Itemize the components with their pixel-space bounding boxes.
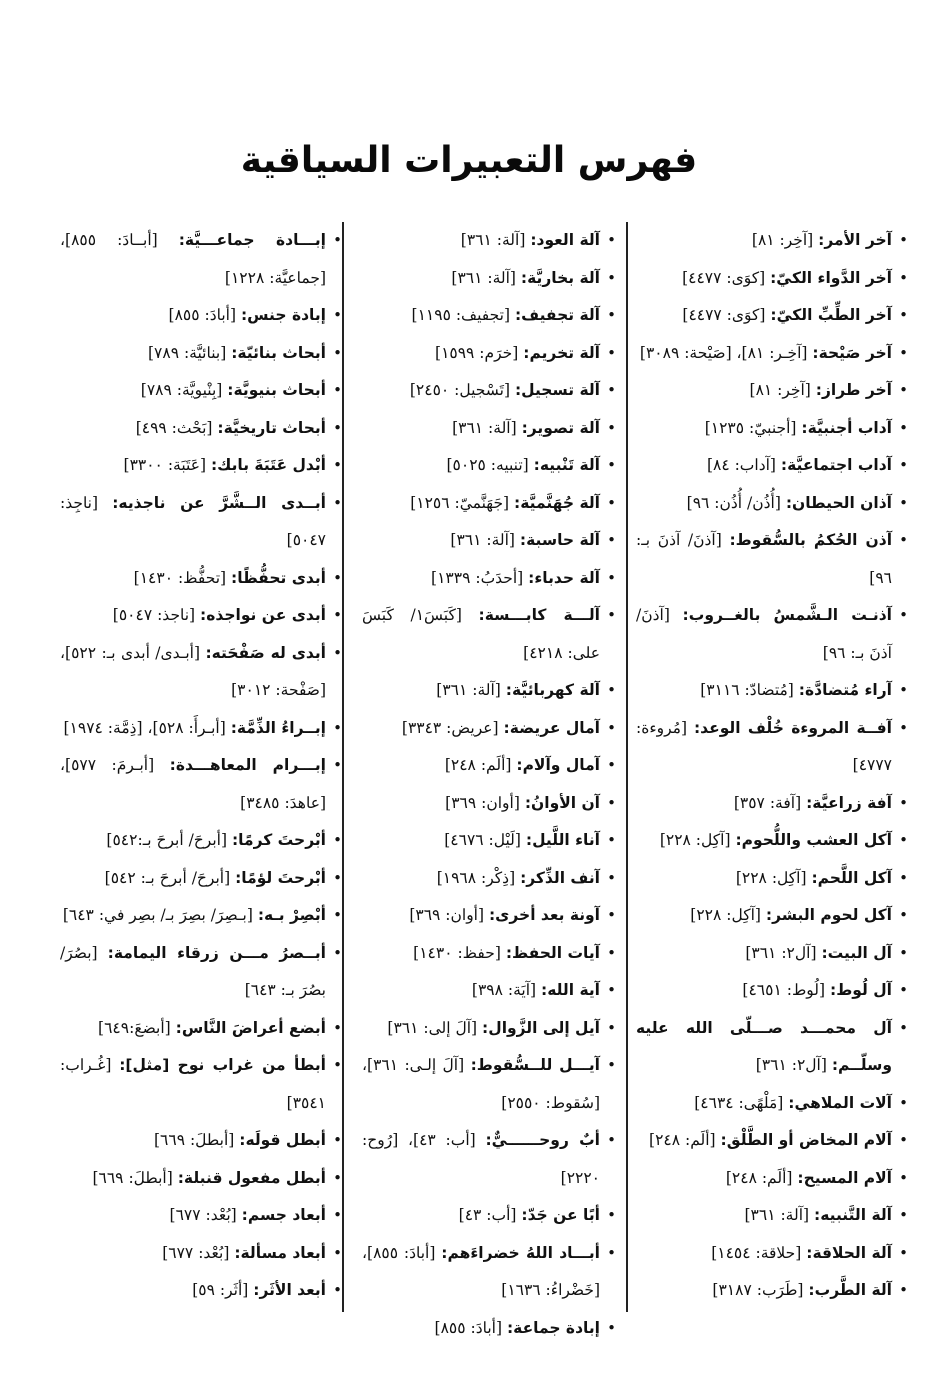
entry-term: أبطأ من غراب نوح [مثل]:	[119, 1056, 326, 1074]
index-entry	[636, 597, 908, 672]
entry-term: آلة تجفيف:	[514, 306, 600, 324]
entry-reference: [مَلْهًى: ٤٦٣٤]	[694, 1093, 784, 1112]
entry-term: آلة كهربائيَّة:	[505, 681, 600, 699]
entry-reference: [أبطلَ: ٦٦٩]	[153, 1131, 235, 1149]
entry-term: آخر الدَّواء الكيّ:	[770, 268, 892, 287]
entry-reference: [تجفيف: ١١٩٥]	[411, 306, 510, 324]
entry-term: آكل اللَّحم:	[811, 868, 892, 887]
entry-reference: [ألَم: ٢٤٨]	[444, 756, 512, 774]
entry-reference: [آلة: ٣٦١]	[460, 231, 526, 249]
index-entry	[60, 1235, 342, 1273]
entry-reference: [أبضعَ:٦٤٩]	[98, 1018, 171, 1037]
index-entry	[636, 1122, 908, 1160]
index-entry	[60, 1010, 342, 1048]
entry-reference: [آخِر: ٨١]	[749, 381, 811, 399]
index-entry	[60, 335, 342, 373]
entry-reference: [بُعْد: ٦٧٧]	[162, 1243, 230, 1262]
entry-term: آفة زراعيَّة:	[806, 793, 892, 812]
entry-term: آيـــل للــسُّقوط:	[470, 1056, 600, 1074]
index-entry	[636, 1085, 908, 1123]
index-entry	[636, 822, 908, 860]
index-entry	[362, 260, 616, 298]
index-column-2	[362, 222, 616, 1337]
entry-term: أبدى له صَفْحَته:	[205, 643, 326, 662]
index-entry	[636, 410, 908, 448]
entry-term: أبحاث بنيويَّة:	[227, 381, 326, 399]
entry-term: آلة بخاريَّة:	[520, 268, 600, 287]
entry-reference: [آداب: ٨٤]	[706, 456, 776, 474]
entry-term: آمال وآلام:	[516, 756, 600, 774]
entry-term: آفــة المروءة خُلْف الوعد:	[693, 718, 892, 737]
entry-term: أبعد الأثَر:	[253, 1281, 326, 1299]
entry-term: أبعاد مسألة:	[234, 1243, 326, 1262]
index-entry	[636, 1235, 908, 1273]
entry-term: آل محمـــد صـــلّى الله عليه وسلّــم:	[636, 1018, 892, 1074]
entry-reference: [آكِل: ٢٢٨]	[690, 906, 761, 924]
index-entry	[636, 1010, 908, 1085]
entry-reference: [تَسْجيل: ٢٤٥٠]	[409, 381, 510, 399]
index-entry	[362, 710, 616, 748]
entry-term: آخر الطِّبِّ الكيّ:	[770, 306, 892, 324]
index-entry	[60, 410, 342, 448]
index-entry	[60, 635, 342, 710]
index-entry	[60, 1160, 342, 1198]
entry-term: آناء اللَّيل:	[525, 831, 600, 849]
entry-reference: [كَبَسَ١/ كَبَسَ على: ٤٢١٨]	[362, 606, 600, 662]
index-entry	[636, 447, 908, 485]
entry-reference: [أبـرمَ: ٥٧٧]، [عاهدَ: ٣٤٨٥]	[60, 756, 326, 812]
entry-term: آلـــة كابـــسة:	[478, 606, 600, 624]
entry-reference: [بَحْث: ٤٩٩]	[135, 418, 213, 437]
index-entry	[362, 1122, 616, 1197]
index-entry	[362, 522, 616, 560]
index-entry	[636, 522, 908, 597]
index-entry	[362, 410, 616, 448]
index-column-3	[60, 222, 342, 1312]
index-entry	[60, 485, 342, 560]
entry-reference: [ناجِذ: ٥٠٤٧]	[60, 493, 326, 549]
index-entry	[362, 1010, 616, 1048]
entry-reference: [طَرَب: ٣١٨٧]	[712, 1281, 804, 1299]
index-entry	[362, 297, 616, 335]
entry-term: إبادة جنس:	[240, 306, 326, 324]
entry-reference: [آخِر: ٨١]	[751, 231, 814, 249]
entry-reference: [حلاقة: ١٤٥٤]	[711, 1243, 802, 1262]
entry-term: آلة تصوير:	[521, 418, 600, 437]
entry-reference: [أبادَ: ٨٥٥]، [خَضْراءُ: ١٦٣٦]	[362, 1243, 600, 1299]
index-columns	[60, 222, 908, 1337]
entry-term: آلة تسجيل:	[514, 381, 600, 399]
index-entry	[636, 297, 908, 335]
entry-term: آن الأوانُ:	[524, 793, 600, 812]
index-entry	[60, 935, 342, 1010]
entry-reference: [عَتَبَة: ٣٣٠٠]	[123, 456, 206, 474]
entry-reference: [آلَ إلى: ٣٦١]	[387, 1018, 478, 1037]
entry-reference: [غُـراب: ٣٥٤١]	[60, 1056, 326, 1112]
index-entry	[60, 222, 342, 297]
entry-term: آلة حاسبة:	[519, 531, 600, 549]
index-entry	[60, 897, 342, 935]
index-entry	[60, 1122, 342, 1160]
entry-term: آلات الملاهي:	[788, 1093, 892, 1112]
entry-reference: [آل٢: ٣٦١]	[745, 943, 817, 962]
entry-term: أبْرحتَ كرمًا:	[231, 831, 326, 849]
entry-reference: [أوان: ٣٦٩]	[409, 906, 485, 924]
entry-term: أبضع أعراضَ النَّاس:	[175, 1018, 326, 1037]
entry-reference: [أثَر: ٥٩]	[192, 1281, 249, 1299]
entry-term: آل البيت:	[821, 943, 892, 962]
index-entry	[362, 560, 616, 598]
index-entry	[636, 372, 908, 410]
entry-reference: [مُتضادّ: ٣١١٦]	[700, 681, 794, 699]
index-entry	[636, 972, 908, 1010]
entry-reference: [أُذُن/ أُذُن: ٩٦]	[686, 493, 781, 512]
index-entry	[362, 222, 616, 260]
index-entry	[60, 1047, 342, 1122]
entry-term: أبحاث بنائيّة:	[231, 343, 326, 362]
entry-term: آلة الطَّرب:	[808, 1281, 892, 1299]
entry-reference: [أب: ٤٣]	[458, 1206, 517, 1224]
index-entry	[636, 860, 908, 898]
entry-reference: [آلة: ٣٦١]	[451, 268, 516, 287]
entry-reference: [بـصِرَ/ بصِرَ بـ/ بصِر في: ٦٤٣]	[62, 906, 253, 924]
entry-reference: [آذنَ/ آذنَ بـ: ٩٦]	[636, 606, 892, 662]
entry-term: آداب أجنبيَّة:	[801, 418, 892, 437]
index-entry	[636, 1160, 908, 1198]
entry-term: إبــراءُ الذِّمَّة:	[230, 718, 326, 737]
entry-reference: [أوان: ٣٦٩]	[445, 793, 520, 812]
entry-reference: [بصُرَ/ بصُرَ بـ: ٦٤٣]	[60, 943, 326, 999]
entry-term: أبْدل عَتَبَةَ بابك:	[210, 456, 326, 474]
entry-reference: [آل٢: ٣٦١]	[755, 1056, 827, 1074]
entry-reference: [ناجذ: ٥٠٤٧]	[112, 606, 196, 624]
entry-reference: [أبـرأَ: ٥٢٨]، [ذِمَّة: ١٩٧٤]	[63, 718, 226, 737]
index-entry	[60, 747, 342, 822]
entry-reference: [أجنبيّ: ١٢٣٥]	[704, 418, 797, 437]
index-entry	[636, 710, 908, 785]
entry-reference: [بِنْيويَّة: ٧٨٩]	[140, 381, 223, 399]
index-entry	[60, 710, 342, 748]
entry-reference: [حفظ: ١٤٣٠]	[413, 943, 501, 962]
entry-term: آلة تخريم:	[523, 343, 600, 362]
entry-term: آلام المسيح:	[797, 1168, 892, 1187]
entry-reference: [ألَم: ٢٤٨]	[649, 1131, 716, 1149]
entry-term: أبطل مفعول قنبلة:	[177, 1168, 326, 1187]
entry-term: آلة حدباء:	[528, 568, 600, 587]
entry-term: آراء مُتضادَّة:	[798, 681, 892, 699]
entry-term: آلة الحلاقة:	[806, 1243, 892, 1262]
entry-term: إبادة جماعة:	[506, 1318, 600, 1337]
index-entry	[60, 372, 342, 410]
entry-term: آل لُوط:	[830, 981, 892, 999]
entry-reference: [آذنَ/ آذنَ بـ: ٩٦]	[636, 531, 892, 587]
entry-term: آذان الحيطان:	[785, 493, 892, 512]
entry-term: أبطل قولَه:	[239, 1131, 326, 1149]
entry-reference: [أبـدى/ أبدى بـ: ٥٢٢]، [صَفْحة: ٣٠١٢]	[60, 643, 326, 699]
entry-term: آخر طراز:	[815, 381, 892, 399]
index-entry	[60, 1272, 342, 1310]
entry-reference: [آيَة: ٣٩٨]	[471, 981, 537, 999]
entry-reference: [آفة: ٣٥٧]	[733, 793, 802, 812]
entry-term: أبــصرُ مـــن زرقاء اليمامة:	[107, 943, 326, 962]
entry-term: آية الله:	[541, 981, 600, 999]
entry-term: آمال عريضة:	[503, 718, 600, 737]
entry-reference: [لُوط: ٤٦٥١]	[742, 981, 826, 999]
entry-reference: [آلَ إلـى: ٣٦١]، [سُقوط: ٢٥٥٠]	[362, 1056, 600, 1112]
entry-term: أبًا عن جَدّ:	[521, 1206, 600, 1224]
entry-reference: [لَيْل: ٤٦٧٦]	[444, 831, 521, 849]
entry-reference: [ألَم: ٢٤٨]	[725, 1168, 793, 1187]
index-entry	[362, 485, 616, 523]
index-column-1	[636, 222, 908, 1312]
entry-reference: [بنائيَّة: ٧٨٩]	[147, 343, 227, 362]
index-entry	[636, 785, 908, 823]
index-entry	[362, 335, 616, 373]
entry-reference: [أبطلَ: ٦٦٩]	[92, 1168, 173, 1187]
entry-reference: [أب: ٤٣]، [رُوح: ٢٢٢٠]	[362, 1131, 600, 1187]
index-entry	[636, 897, 908, 935]
entry-reference: [آخِـر: ٨١]، [صَيْحة: ٣٠٨٩]	[639, 343, 808, 362]
entry-reference: [آكِل: ٢٢٨]	[735, 868, 807, 887]
entry-term: آداب اجتماعيَّة:	[780, 456, 892, 474]
index-entry	[60, 560, 342, 598]
entry-term: أبعاد جسم:	[241, 1206, 326, 1224]
entry-reference: [عريض: ٣٣٤٣]	[401, 718, 499, 737]
entry-term: أبدى عن نواجذه:	[200, 606, 326, 624]
entry-term: آكل العشب واللُّحوم:	[735, 831, 892, 849]
entry-term: آلام المخاض أو الطَّلْق:	[720, 1131, 892, 1149]
entry-reference: [آلة: ٣٦١]	[452, 418, 517, 437]
entry-reference: [آلة: ٣٦١]	[436, 681, 501, 699]
entry-reference: [أحدَبُ: ١٣٣٩]	[431, 568, 524, 587]
entry-term: آونة بعد أخرى:	[488, 906, 600, 924]
entry-reference: [مُروءة: ٤٧٧٧]	[636, 718, 892, 774]
index-entry	[636, 935, 908, 973]
entry-term: إبـــادة جماعـــيَّة:	[178, 231, 326, 249]
entry-reference: [كوَى: ٤٤٧٧]	[682, 268, 766, 287]
index-entry	[636, 335, 908, 373]
entry-reference: [تحفُّظ: ١٤٣٠]	[133, 568, 227, 587]
entry-term: أبْصِرْ بـه:	[257, 906, 326, 924]
index-entry	[362, 372, 616, 410]
page-title: فهرس التعبيرات السياقية	[240, 140, 698, 181]
entry-reference: [ذِكْر: ١٩٦٨]	[436, 868, 516, 887]
index-entry	[60, 297, 342, 335]
index-entry	[362, 935, 616, 973]
index-entry	[60, 597, 342, 635]
index-entry	[362, 972, 616, 1010]
index-entry	[636, 672, 908, 710]
entry-term: آلة تَنْبيه:	[533, 456, 600, 474]
entry-reference: [أبادَ: ٨٥٥]	[434, 1318, 503, 1337]
entry-term: آذنـت الـشَّمسُ بالغــروب:	[682, 606, 892, 624]
index-entry	[636, 485, 908, 523]
entry-reference: [بُعْد: ٦٧٧]	[169, 1206, 237, 1224]
index-entry	[362, 785, 616, 823]
entry-reference: [أبرحَ/ أبرحَ بـ:٥٤٢]	[106, 831, 228, 849]
entry-reference: [أبادَ: ٨٥٥]	[168, 306, 236, 324]
entry-reference: [آكِل: ٢٢٨]	[659, 831, 731, 849]
index-entry	[362, 1235, 616, 1310]
index-entry	[362, 447, 616, 485]
entry-term: آيات الحفظ:	[505, 943, 600, 962]
entry-term: آلة جُهَنَّميَّة:	[514, 493, 600, 512]
entry-term: آيل إلى الزَّوال:	[482, 1018, 600, 1037]
entry-term: أبدى تحفُّظًا:	[231, 568, 326, 587]
entry-reference: [تنبيه: ٥٠٢٥]	[446, 456, 529, 474]
entry-reference: [آلة: ٣٦١]	[744, 1206, 810, 1224]
entry-term: آكل لحوم البشر:	[765, 906, 892, 924]
index-entry	[362, 822, 616, 860]
index-entry	[60, 860, 342, 898]
index-entry	[60, 1197, 342, 1235]
index-entry	[362, 1310, 616, 1348]
entry-term: آنف الذِّكر:	[520, 868, 600, 887]
entry-term: أبــدى الــشَّرَّ عن ناجذيه:	[112, 493, 326, 512]
entry-reference: [خرَم: ١٥٩٩]	[435, 343, 519, 362]
index-entry	[636, 260, 908, 298]
entry-reference: [آلة: ٣٦١]	[450, 531, 515, 549]
entry-term: آلة العود:	[530, 231, 600, 249]
index-entry	[636, 1272, 908, 1310]
index-entry	[362, 1047, 616, 1122]
index-entry	[636, 222, 908, 260]
entry-term: آذن الحُكمُ بالسُّقوط:	[729, 531, 893, 549]
index-entry	[60, 447, 342, 485]
index-entry	[362, 747, 616, 785]
entry-term: أبحاث تاريخيَّة:	[217, 418, 326, 437]
entry-reference: [أبرحَ/ أبرحَ بـ: ٥٤٢]	[104, 868, 231, 887]
entry-term: آخر الأمر:	[818, 231, 892, 249]
index-entry	[362, 597, 616, 672]
entry-term: آخر صَيْحة:	[812, 343, 892, 362]
index-entry	[60, 822, 342, 860]
entry-term: آلة التَّنبيه:	[814, 1206, 892, 1224]
index-entry	[636, 1197, 908, 1235]
entry-term: إبـــرام المعاهـــدة:	[169, 756, 326, 774]
entry-reference: [جَهَنَّميّ: ١٢٥٦]	[410, 493, 510, 512]
index-entry	[362, 860, 616, 898]
index-entry	[362, 897, 616, 935]
entry-reference: [كوَى: ٤٤٧٧]	[682, 306, 766, 324]
entry-term: أبْرحتَ لؤمًا:	[235, 868, 326, 887]
entry-term: أبٌ روحــــــيٌّ:	[485, 1131, 600, 1149]
entry-reference: [أبــادَ: ٨٥٥]، [جماعيَّة: ١٢٢٨]	[60, 231, 326, 287]
index-entry	[362, 1197, 616, 1235]
index-entry	[362, 672, 616, 710]
entry-term: أبـــاد اللهُ خضراءَهم:	[441, 1243, 600, 1262]
